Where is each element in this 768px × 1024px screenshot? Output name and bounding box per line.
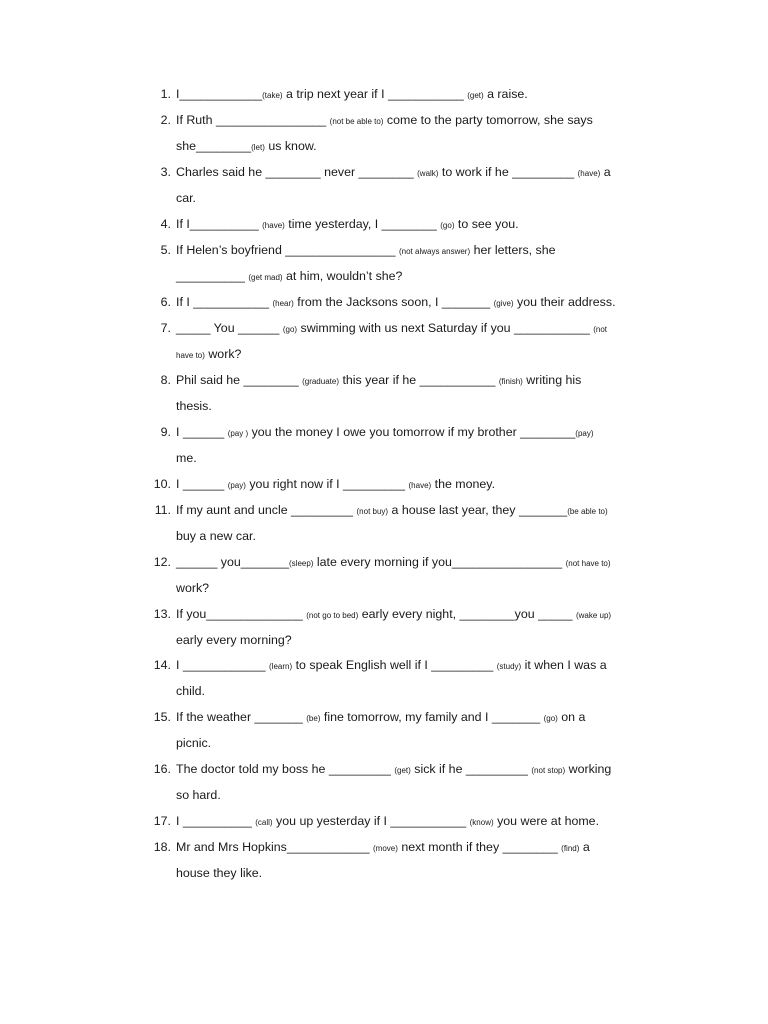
exercise-line: [176, 398, 212, 414]
sentence-text: it when I was a: [521, 658, 607, 672]
verb-hint: (call): [255, 818, 273, 827]
verb-hint: (go): [282, 325, 298, 334]
sentence-text: to see you.: [454, 217, 519, 231]
sentence-text: working: [565, 762, 612, 776]
verb-hint: (hear): [272, 299, 294, 308]
verb-hint: (pay): [227, 481, 246, 490]
sentence-text: I ____________: [176, 658, 270, 672]
verb-hint: (walk): [417, 169, 439, 178]
verb-hint: (not stop): [531, 766, 566, 775]
exercise-number: 3.: [160, 165, 171, 179]
exercise-line: [176, 787, 221, 803]
sentence-text: next month if they ________: [397, 840, 562, 854]
exercise-line: [176, 294, 616, 312]
verb-hint: (graduate): [302, 377, 339, 386]
sentence-text: writing his: [522, 373, 582, 387]
sentence-text: If the weather _______: [176, 710, 307, 724]
verb-hint: (learn): [269, 662, 293, 671]
exercise-line: [176, 372, 581, 390]
sentence-text: the money.: [431, 477, 496, 491]
exercise-number: 10.: [153, 477, 171, 491]
verb-hint: (let): [251, 143, 265, 152]
exercise-number: 4.: [160, 217, 171, 231]
sentence-text: you the money I owe you tomorrow if my brother ________: [248, 425, 576, 439]
exercise-line: [176, 138, 317, 156]
verb-hint: (pay ): [227, 429, 249, 438]
exercise-line: [176, 865, 262, 881]
verb-hint: (not be able to): [329, 117, 384, 126]
verb-hint: (sleep): [289, 559, 314, 568]
exercise-line: [176, 164, 611, 182]
exercise-line: [176, 86, 528, 104]
exercise-line: [176, 632, 292, 648]
exercise-number: 5.: [160, 243, 171, 257]
sentence-text: this year if he ___________: [339, 373, 499, 387]
exercise-line: [176, 839, 590, 857]
sentence-text: you right now if I _________: [245, 477, 409, 491]
exercise-line: [176, 476, 495, 494]
verb-hint: (pay): [575, 429, 594, 438]
sentence-text: thesis.: [176, 399, 212, 413]
sentence-text: I __________: [176, 814, 256, 828]
sentence-text: picnic.: [176, 736, 212, 750]
exercise-number: 15.: [153, 710, 171, 724]
exercise-line: [176, 346, 241, 364]
exercise-line: [176, 761, 611, 779]
verb-hint: (not have to): [565, 559, 611, 568]
verb-hint: (go): [440, 221, 455, 230]
sentence-text: me.: [176, 451, 197, 465]
verb-hint: have to): [176, 351, 205, 360]
verb-hint: (go): [543, 714, 558, 723]
sentence-text: If Ruth ________________: [176, 113, 330, 127]
sentence-text: her letters, she: [470, 243, 556, 257]
verb-hint: (have): [577, 169, 601, 178]
exercise-line: [176, 268, 402, 286]
sentence-text: If I ___________: [176, 295, 273, 309]
sentence-text: If Helen’s boyfriend ________________: [176, 243, 399, 257]
exercise-number: 1.: [160, 87, 171, 101]
sentence-text: a raise.: [483, 87, 528, 101]
exercise-line: [176, 502, 608, 520]
exercise-number: 11.: [154, 503, 171, 517]
sentence-text: she________: [176, 139, 252, 153]
sentence-text: swimming with us next Saturday if you ___________: [297, 321, 594, 335]
sentence-text: If you______________: [176, 607, 307, 621]
sentence-text: ______ you_______: [176, 555, 290, 569]
sentence-text: at him, wouldn’t she?: [282, 269, 403, 283]
sentence-text: so hard.: [176, 788, 221, 802]
sentence-text: work?: [176, 581, 210, 595]
sentence-text: early every morning?: [176, 633, 292, 647]
sentence-text: fine tomorrow, my family and I _______: [320, 710, 544, 724]
exercise-number: 7.: [160, 321, 171, 335]
verb-hint: (have): [262, 221, 285, 230]
sentence-text: to work if he _________: [438, 165, 578, 179]
verb-hint: (have): [408, 481, 432, 490]
exercise-number: 9.: [160, 425, 171, 439]
exercise-line: [176, 320, 607, 338]
sentence-text: If my aunt and uncle _________: [176, 503, 357, 517]
sentence-text: us know.: [264, 139, 317, 153]
verb-hint: (finish): [498, 377, 523, 386]
exercise-line: [176, 606, 611, 624]
verb-hint: (not always answer): [398, 247, 471, 256]
verb-hint: (not buy): [356, 507, 389, 516]
exercise-line: [176, 424, 594, 442]
sentence-text: you up yesterday if I ___________: [272, 814, 470, 828]
sentence-text: Mr and Mrs Hopkins____________: [176, 840, 373, 854]
verb-hint: (be able to): [567, 507, 608, 516]
verb-hint: (study): [496, 662, 522, 671]
verb-hint: (move): [373, 844, 398, 853]
exercise-number: 8.: [160, 373, 171, 387]
sentence-text: time yesterday, I ________: [284, 217, 441, 231]
exercise-number: 6.: [160, 295, 171, 309]
sentence-text: come to the party tomorrow, she says: [383, 113, 593, 127]
sentence-text: __________: [176, 269, 249, 283]
verb-hint: (find): [561, 844, 580, 853]
sentence-text: I ______: [176, 477, 228, 491]
exercise-number: 13.: [153, 607, 171, 621]
exercise-line: [176, 242, 556, 260]
exercise-number: 18.: [153, 840, 171, 854]
sentence-text: a trip next year if I ___________: [282, 87, 468, 101]
sentence-text: sick if he _________: [410, 762, 532, 776]
sentence-text: early every night, ________you _____: [358, 607, 576, 621]
sentence-text: a: [600, 165, 611, 179]
exercise-line: [176, 683, 205, 699]
exercise-line: [176, 554, 611, 572]
sentence-text: _____ You ______: [176, 321, 283, 335]
sentence-text: on a: [557, 710, 586, 724]
sentence-text: The doctor told my boss he _________: [176, 762, 395, 776]
verb-hint: (give): [493, 299, 514, 308]
verb-hint: (know): [469, 818, 494, 827]
sentence-text: Charles said he ________ never ________: [176, 165, 418, 179]
exercise-line: [176, 216, 519, 234]
sentence-text: a: [579, 840, 590, 854]
sentence-text: I____________: [176, 87, 263, 101]
exercise-number: 2.: [160, 113, 171, 127]
exercise-number: 12.: [153, 555, 171, 569]
exercise-line: [176, 450, 197, 466]
verb-hint: (be): [306, 714, 321, 723]
sentence-text: late every morning if you________________: [313, 555, 566, 569]
exercise-line: [176, 709, 585, 727]
sentence-text: to speak English well if I _________: [292, 658, 497, 672]
sentence-text: child.: [176, 684, 205, 698]
sentence-text: house they like.: [176, 866, 263, 880]
exercise-line: [176, 580, 209, 596]
verb-hint: (get mad): [248, 273, 283, 282]
exercise-number: 14.: [153, 658, 171, 672]
exercise-line: [176, 190, 196, 206]
exercise-line: [176, 657, 607, 675]
sentence-text: from the Jacksons soon, I _______: [293, 295, 494, 309]
exercise-line: [176, 528, 256, 544]
exercise-line: [176, 735, 211, 751]
exercise-line: [176, 112, 593, 130]
sentence-text: Phil said he ________: [176, 373, 303, 387]
sentence-text: you were at home.: [493, 814, 600, 828]
sentence-text: work?: [204, 347, 242, 361]
sentence-text: a house last year, they _______: [388, 503, 568, 517]
sentence-text: you their address.: [513, 295, 616, 309]
verb-hint: (not: [593, 325, 608, 334]
verb-hint: (get): [394, 766, 411, 775]
verb-hint: (get): [467, 91, 484, 100]
sentence-text: car.: [176, 191, 196, 205]
exercise-line: [176, 813, 599, 831]
exercise-number: 17.: [153, 814, 171, 828]
sentence-text: I ______: [176, 425, 228, 439]
verb-hint: (take): [262, 91, 283, 100]
sentence-text: If I__________: [176, 217, 263, 231]
sentence-text: buy a new car.: [176, 529, 256, 543]
verb-hint: (wake up): [575, 611, 612, 620]
exercise-number: 16.: [153, 762, 171, 776]
verb-hint: (not go to bed): [306, 611, 359, 620]
